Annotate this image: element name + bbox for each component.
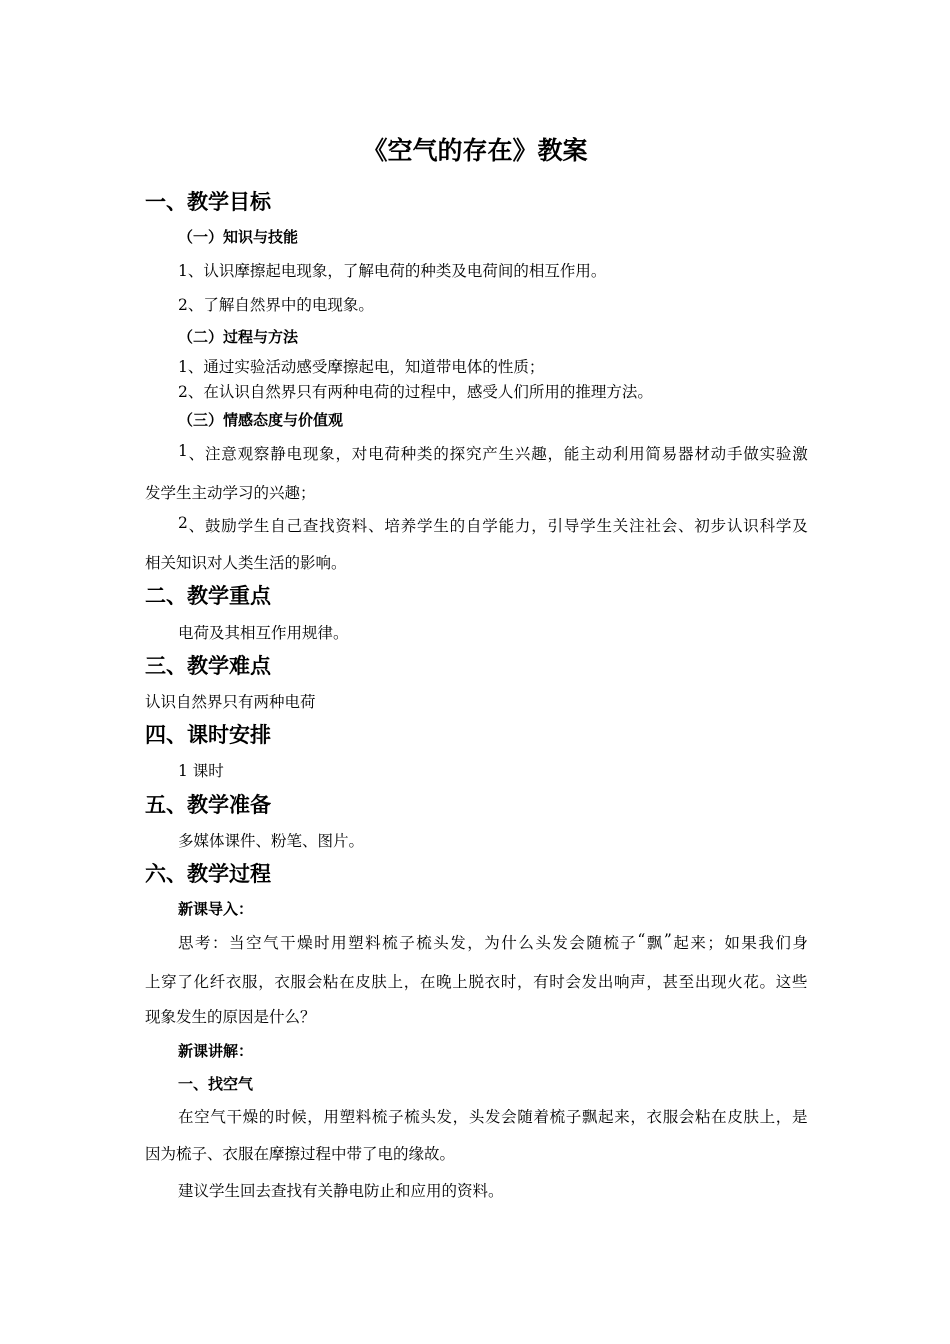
paragraph-line: 相关知识对人类生活的影响。 [145, 554, 347, 572]
paragraph-line: 1 、 注 意 观 察 静 电 现 象 ， 对 电 荷 种 类 的 探 究 产 生 兴 趣 ， 能 主 动 利 用 简 易 器 材 动 手 做 实 验 激 [178, 442, 808, 463]
subheading-knowledge: （一）知识与技能 [178, 228, 299, 246]
paragraph-line: 发学生主动学习的兴趣； [145, 484, 316, 502]
paragraph-line: 2 、 鼓 励 学 生 自 己 查 找 资 料 、 培 养 学 生 的 自 学 能 力 ， 引 导 学 生 关 注 社 会 、 初 步 认 识 科 学 及 [178, 514, 808, 535]
label-lecture: 新课讲解： [178, 1042, 254, 1060]
section-heading-keypoints: 二、教学重点 [145, 584, 271, 608]
section-heading-process: 六、教学过程 [145, 862, 271, 886]
section-heading-difficulties: 三、教学难点 [145, 654, 271, 678]
label-part-one: 一、找空气 [178, 1075, 254, 1093]
label-introduction: 新课导入： [178, 900, 254, 918]
paragraph: 2、了解自然界中的电现象。 [178, 296, 374, 314]
paragraph: 电荷及其相互作用规律。 [178, 624, 349, 642]
document-title: 《空气的存在》教案 [362, 136, 588, 165]
section-heading-preparation: 五、教学准备 [145, 793, 271, 817]
paragraph-line: 思 考 ： 当 空 气 干 燥 时 用 塑 料 梳 子 梳 头 发 ， 为 什 么 头 发 会 随 梳 子 “ 飘 ” 起 来 ； 如 果 我 们 身 [178, 931, 808, 952]
subheading-attitude: （三）情感态度与价值观 [178, 411, 344, 429]
paragraph: 多媒体课件、粉笔、图片。 [178, 832, 365, 850]
paragraph-line: 现象发生的原因是什么？ [145, 1008, 316, 1026]
paragraph-line: 在 空 气 干 燥 的 时 候 ， 用 塑 料 梳 子 梳 头 发 ， 头 发 会 随 着 梳 子 飘 起 来 ， 衣 服 会 粘 在 皮 肤 上 ， 是 [178, 1108, 808, 1126]
paragraph-line: 上 穿 了 化 纤 衣 服 ， 衣 服 会 粘 在 皮 肤 上 ， 在 晚 上 脱 衣 时 ， 有 时 会 发 出 响 声 ， 甚 至 出 现 火 花 。 这 些 [145, 973, 808, 991]
paragraph-line: 因为梳子、衣服在摩擦过程中带了电的缘故。 [145, 1145, 456, 1163]
paragraph: 1、认识摩擦起电现象，了解电荷的种类及电荷间的相互作用。 [178, 262, 607, 280]
paragraph: 2、在认识自然界只有两种电荷的过程中，感受人们所用的推理方法。 [178, 383, 653, 401]
paragraph-line: 建议学生回去查找有关静电防止和应用的资料。 [178, 1182, 504, 1200]
paragraph: 1、通过实验活动感受摩擦起电，知道带电体的性质； [178, 358, 545, 376]
section-heading-schedule: 四、课时安排 [145, 723, 271, 747]
paragraph: 认识自然界只有两种电荷 [145, 693, 316, 711]
subheading-process: （二）过程与方法 [178, 328, 299, 346]
paragraph: 1 课时 [178, 762, 224, 780]
section-heading-objectives: 一、教学目标 [145, 190, 271, 214]
